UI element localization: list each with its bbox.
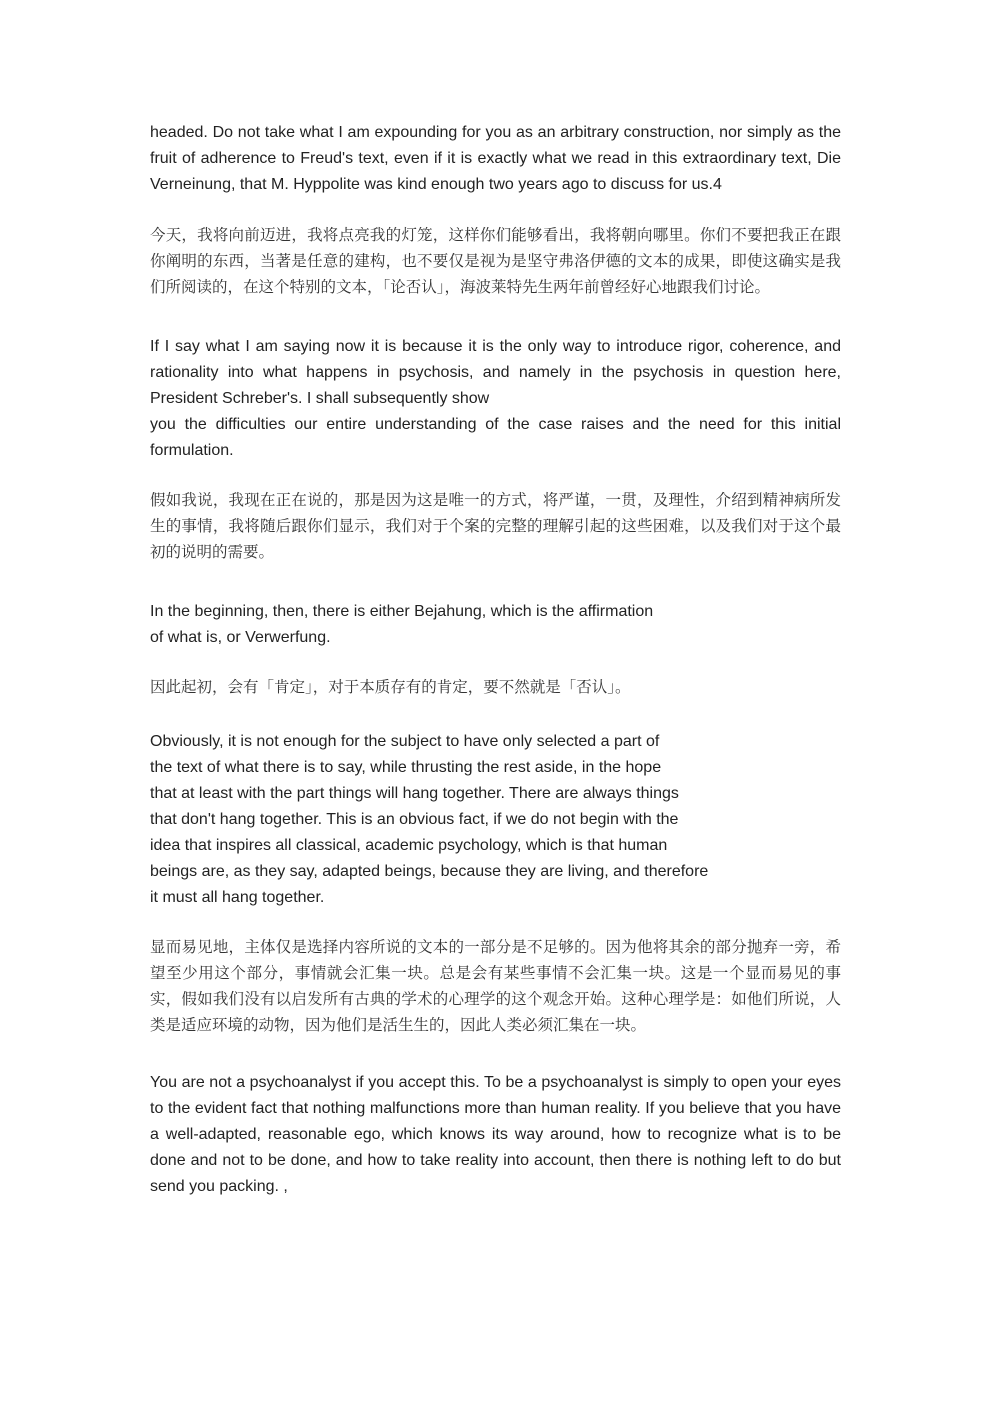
- paragraph-english-2-part-a: If I say what I am saying now it is because it is the only way to introduce rigor, coherence, and rationality into what happens in psychosis, and namely in the psychosis in question here, President Schreber's. I shall subsequently show: [150, 338, 841, 407]
- paragraph-english-4-line: it must all hang together.: [150, 889, 325, 906]
- paragraph-english-1: headed. Do not take what I am expounding for you as an arbitrary construction, nor simply as the fruit of adherence to Freud's text, even if it is exactly what we read in this extraordinary text, Die Verneinung, that M. Hyppolite was kind enough two years ago to discuss for us.4: [150, 124, 841, 193]
- paragraph-english-4-line: the text of what there is to say, while thrusting the rest aside, in the hope: [150, 759, 662, 776]
- paragraph-english-4-line: beings are, as they say, adapted beings, because they are living, and therefore: [150, 863, 709, 880]
- paragraph-english-3-line: In the beginning, then, there is either Bejahung, which is the affirmation: [150, 603, 654, 620]
- paragraph-english-4-line: that at least with the part things will hang together. There are always things: [150, 785, 679, 802]
- paragraph-english-4-line: Obviously, it is not enough for the subject to have only selected a part of: [150, 733, 660, 750]
- paragraph-english-2-part-b: you the difficulties our entire understanding of the case raises and the need for this initial formulation.: [150, 416, 841, 459]
- paragraph-english-4-line: idea that inspires all classical, academic psychology, which is that human: [150, 837, 668, 854]
- paragraph-chinese-3: 因此起初，会有「肯定」，对于本质存有的肯定，要不然就是「否认」。: [150, 678, 631, 696]
- document-body: [150, 120, 841, 1200]
- paragraph-english-5: You are not a psychoanalyst if you accept this. To be a psychoanalyst is simply to open your eyes to the evident fact that nothing malfunctions more than human reality. If you believe that you have a well-adapted, reasonable ego, which knows its way around, how to recognize what is to be done and not to be done, and how to take reality into account, then there is nothing left to do but send you packing. ,: [150, 1074, 841, 1195]
- paragraph-chinese-1: 今天，我将向前迈进，我将点亮我的灯笼，这样你们能够看出，我将朝向哪里。你们不要把我正在跟你阐明的东西，当著是任意的建构，也不要仅是视为是坚守弗洛伊德的文本的成果，即使这确实是我们所阅读的，在这个特别的文本，「论否认」，海波莱特先生两年前曾经好心地跟我们讨论。: [150, 226, 841, 296]
- paragraph-english-3: [150, 599, 841, 651]
- paragraph-english-2: [150, 334, 841, 464]
- paragraph-chinese-4: 显而易见地，主体仅是选择内容所说的文本的一部分是不足够的。因为他将其余的部分抛弃一旁，希望至少用这个部分，事情就会汇集一块。总是会有某些事情不会汇集一块。这是一个显而易见的事实，假如我们没有以启发所有古典的学术的心理学的这个观念开始。这种心理学是：如他们所说，人类是适应环境的动物，因为他们是活生生的，因此人类必须汇集在一块。: [150, 938, 841, 1034]
- paragraph-english-4: [150, 729, 841, 911]
- paragraph-chinese-2: 假如我说，我现在正在说的，那是因为这是唯一的方式，将严谨，一贯，及理性，介绍到精神病所发生的事情，我将随后跟你们显示，我们对于个案的完整的理解引起的这些困难，以及我们对于这个最初的说明的需要。: [150, 491, 841, 561]
- paragraph-english-4-line: that don't hang together. This is an obvious fact, if we do not begin with the: [150, 811, 679, 828]
- paragraph-english-3-line: of what is, or Verwerfung.: [150, 629, 331, 646]
